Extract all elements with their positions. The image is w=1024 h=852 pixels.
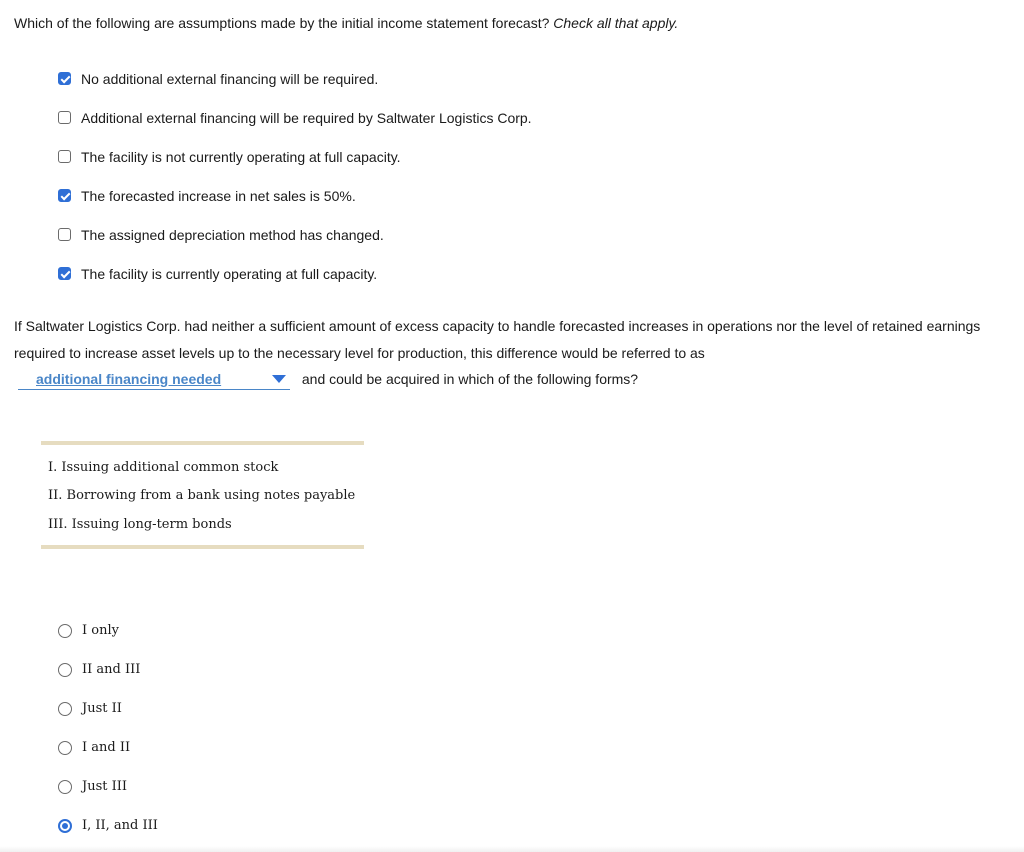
- checkbox-option[interactable]: [58, 98, 532, 137]
- caret-down-icon[interactable]: [272, 375, 286, 383]
- radio-option[interactable]: [58, 728, 158, 767]
- radio-option[interactable]: [58, 611, 158, 650]
- question-1-prompt: [14, 14, 1014, 32]
- page-bottom-edge: [0, 846, 1024, 852]
- financing-form-item: III. Issuing long-term bonds: [48, 517, 232, 532]
- checkbox-icon[interactable]: [58, 189, 71, 202]
- radio-option[interactable]: [58, 767, 158, 806]
- radio-icon[interactable]: [58, 624, 72, 638]
- checkbox-label: The assigned depreciation method has changed.: [81, 226, 384, 243]
- checkbox-icon[interactable]: [58, 267, 71, 280]
- checkbox-option[interactable]: [58, 176, 532, 215]
- radio-icon[interactable]: [58, 663, 72, 677]
- checkbox-option[interactable]: [58, 59, 532, 98]
- radio-icon[interactable]: [58, 741, 72, 755]
- checkbox-icon[interactable]: [58, 228, 71, 241]
- checkbox-label: Additional external financing will be required by Saltwater Logistics Corp.: [81, 109, 532, 126]
- financing-forms-box: [41, 441, 364, 549]
- radio-icon[interactable]: [58, 819, 72, 833]
- question-1-text: Which of the following are assumptions made by the initial income statement forecast?: [14, 15, 550, 31]
- radio-label: I, II, and III: [82, 818, 158, 833]
- checkbox-label: The facility is not currently operating at full capacity.: [81, 148, 401, 165]
- question-2-suffix: and could be acquired in which of the following forms?: [301, 371, 639, 387]
- question-2-text: If Saltwater Logistics Corp. had neither a sufficient amount of excess capacity to handle forecasted increases in operations nor the level of retained earnings required to increase asset levels up to the necessary level for production, this difference would be referred to as: [14, 318, 981, 361]
- radio-option[interactable]: [58, 650, 158, 689]
- checkbox-option[interactable]: [58, 215, 532, 254]
- radio-label: I and II: [82, 740, 131, 755]
- checkbox-icon[interactable]: [58, 72, 71, 85]
- radio-icon[interactable]: [58, 780, 72, 794]
- financing-form-item: II. Borrowing from a bank using notes payable: [48, 488, 356, 503]
- dropdown-selected-value: additional financing needed: [36, 371, 222, 387]
- radio-label: I only: [82, 623, 119, 638]
- radio-option[interactable]: [58, 689, 158, 728]
- assumption-checkbox-list: [58, 59, 532, 293]
- radio-label: II and III: [82, 662, 141, 677]
- checkbox-label: The forecasted increase in net sales is 50%.: [81, 187, 356, 204]
- radio-option[interactable]: [58, 806, 158, 845]
- checkbox-icon[interactable]: [58, 150, 71, 163]
- question-1-instruction: Check all that apply.: [553, 15, 679, 31]
- answer-radio-list: [58, 611, 158, 845]
- question-2-prompt: [14, 313, 1014, 393]
- checkbox-option[interactable]: [58, 137, 532, 176]
- checkbox-option[interactable]: [58, 254, 532, 293]
- financing-term-dropdown[interactable]: [18, 370, 290, 390]
- radio-icon[interactable]: [58, 702, 72, 716]
- checkbox-icon[interactable]: [58, 111, 71, 124]
- checkbox-label: The facility is currently operating at full capacity.: [81, 265, 378, 282]
- radio-label: Just II: [82, 701, 122, 716]
- financing-form-item: I. Issuing additional common stock: [48, 460, 279, 475]
- radio-label: Just III: [82, 779, 128, 794]
- checkbox-label: No additional external financing will be required.: [81, 70, 379, 87]
